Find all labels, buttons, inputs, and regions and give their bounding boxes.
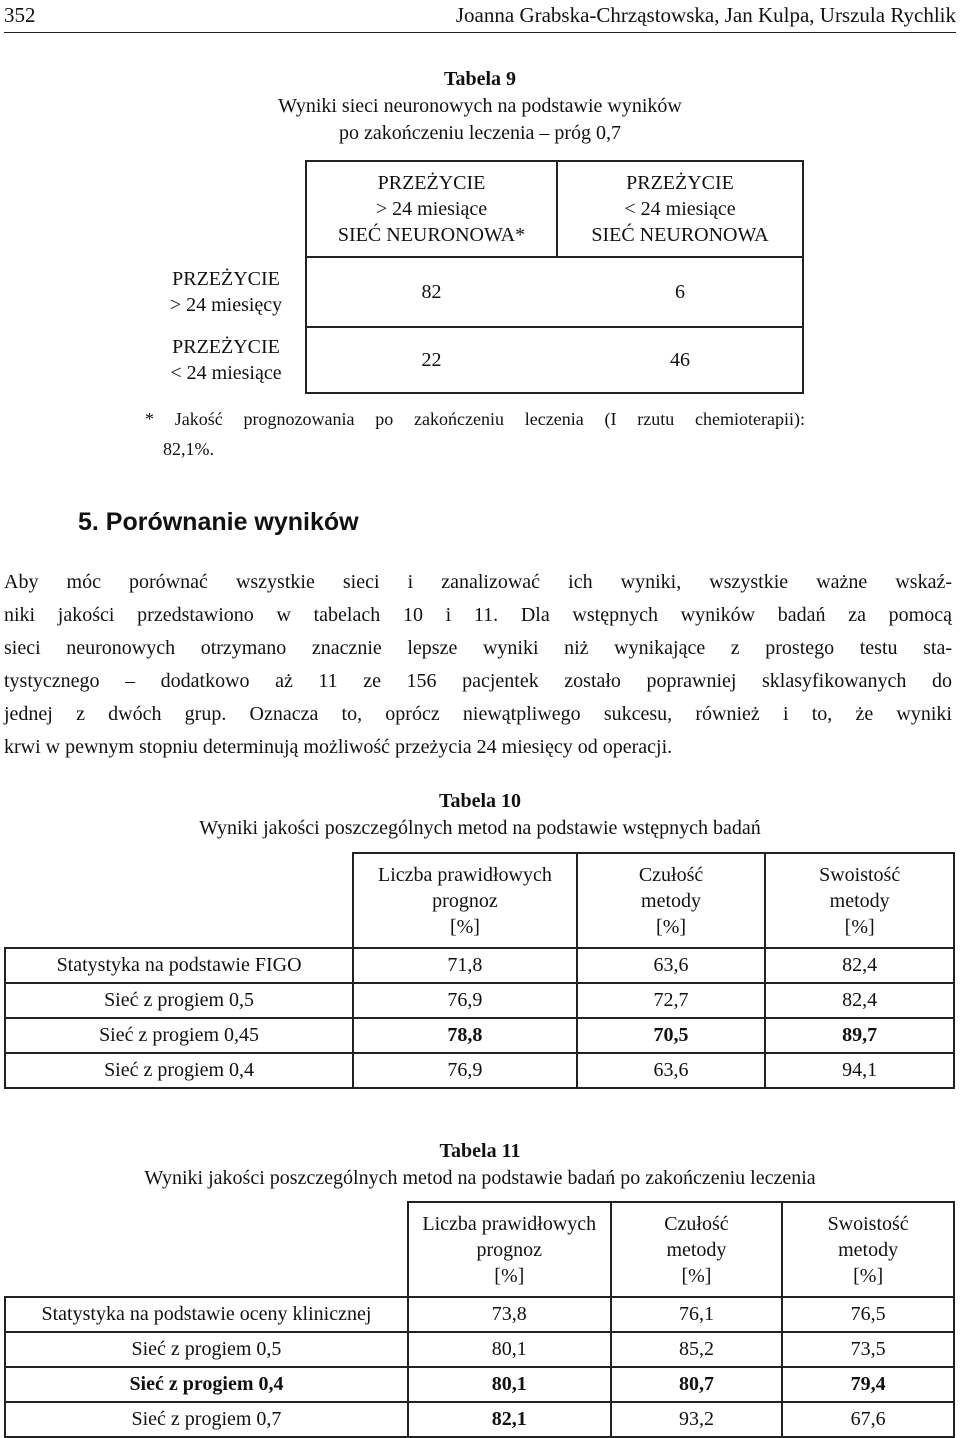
table9-cell-r1c1: 82: [421, 281, 442, 303]
cell-sensitivity: 80,7: [611, 1367, 783, 1402]
table9-row1-label: PRZEŻYCIE > 24 miesięcy: [169, 268, 283, 316]
table10-header-row: [5, 853, 954, 948]
cell-correct: 73,8: [408, 1297, 611, 1332]
row-label: Statystyka na podstawie oceny klinicznej: [5, 1297, 408, 1332]
row-label: Sieć z progiem 0,5: [5, 983, 353, 1018]
paragraph-line: tystycznego – dodatkowo aż 11 ze 156 pacjentek zostało poprawniej sklasyfikowanych do: [4, 670, 952, 692]
cell-correct: 82,1: [408, 1402, 611, 1437]
table-row: [5, 1332, 954, 1367]
table9-header-col2: PRZEŻYCIE < 24 miesiące SIEĆ NEURONOWA: [556, 160, 804, 258]
table10-corner: [5, 853, 353, 948]
page-number: 352: [4, 3, 36, 27]
table10-caption: [0, 788, 960, 842]
table9-subtitle-line1: Wyniki sieci neuronowych na podstawie wyników: [278, 95, 682, 117]
cell-sensitivity: 93,2: [611, 1402, 783, 1437]
table9-title: Tabela 9: [443, 68, 517, 90]
row-label: Sieć z progiem 0,4: [5, 1367, 408, 1402]
cell-correct: 76,9: [353, 983, 577, 1018]
cell-sensitivity: 70,5: [577, 1018, 766, 1053]
table11-subtitle: Wyniki jakości poszczególnych metod na podstawie badań po zakończeniu leczenia: [144, 1167, 816, 1189]
table11-title: Tabela 11: [439, 1140, 521, 1162]
section-paragraph: [4, 566, 952, 764]
table9-footnote: * Jakość prognozowania po zakończeniu leczenia (I rzutu chemioterapii):: [145, 409, 805, 429]
row-label: Statystyka na podstawie FIGO: [5, 948, 353, 983]
table9-footnote-value: 82,1%.: [163, 439, 214, 459]
cell-specificity: 94,1: [765, 1053, 954, 1088]
table11-caption: [0, 1138, 960, 1192]
paragraph-line: niki jakości przedstawiono w tabelach 10 i 11. Dla wstępnych wyników badań za pomocą: [4, 604, 952, 626]
table-row: [5, 1018, 954, 1053]
table11: [4, 1201, 955, 1438]
running-head-authors: Joanna Grabska-Chrząstowska, Jan Kulpa, Urszula Rychlik: [455, 3, 956, 27]
cell-specificity: 67,6: [782, 1402, 954, 1437]
table9-cell-r2c2: 46: [670, 349, 690, 371]
table11-corner: [5, 1202, 408, 1297]
table9-subtitle-line2: po zakończeniu leczenia – próg 0,7: [338, 122, 622, 144]
table9: [147, 160, 804, 394]
cell-correct: 80,1: [408, 1367, 611, 1402]
table9-caption: [0, 66, 960, 147]
paragraph-line: sieci neuronowych otrzymano znacznie lepsze wyniki niż wynikające z prostego testu sta-: [4, 637, 952, 659]
paragraph-line: Aby móc porównać wszystkie sieci i zanalizować ich wyniki, wszystkie ważne wskaź-: [4, 571, 952, 593]
table-row: [5, 1402, 954, 1437]
cell-sensitivity: 85,2: [611, 1332, 783, 1367]
cell-correct: 78,8: [353, 1018, 577, 1053]
cell-specificity: 76,5: [782, 1297, 954, 1332]
cell-specificity: 82,4: [765, 948, 954, 983]
table-row: [5, 948, 954, 983]
cell-sensitivity: 63,6: [577, 1053, 766, 1088]
cell-specificity: 79,4: [782, 1367, 954, 1402]
cell-specificity: 82,4: [765, 983, 954, 1018]
table10-subtitle: Wyniki jakości poszczególnych metod na podstawie wstępnych badań: [199, 817, 761, 839]
table-row: [5, 1053, 954, 1088]
cell-sensitivity: 63,6: [577, 948, 766, 983]
row-label: Sieć z progiem 0,4: [5, 1053, 353, 1088]
row-label: Sieć z progiem 0,5: [5, 1332, 408, 1367]
row-label: Sieć z progiem 0,45: [5, 1018, 353, 1053]
page-header: [4, 0, 956, 33]
table10-header-correct: Liczba prawidłowych prognoz [%]: [353, 853, 577, 948]
table11-header-specificity: Swoistość metody [%]: [782, 1202, 954, 1297]
cell-correct: 80,1: [408, 1332, 611, 1367]
table11-header-row: [5, 1202, 954, 1297]
table9-cell-r2c1: 22: [421, 349, 442, 371]
table10-header-sensitivity: Czułość metody [%]: [577, 853, 766, 948]
table10: [4, 852, 955, 1089]
paragraph-line: krwi w pewnym stopniu determinują możliwość przeżycia 24 miesięcy od operacji.: [4, 736, 673, 758]
cell-specificity: 89,7: [765, 1018, 954, 1053]
cell-sensitivity: 72,7: [577, 983, 766, 1018]
table-row: [5, 983, 954, 1018]
table9-cell-r1c2: 6: [675, 281, 685, 303]
table-row: [5, 1297, 954, 1332]
table10-title: Tabela 10: [438, 790, 522, 812]
table11-header-correct: Liczba prawidłowych prognoz [%]: [408, 1202, 611, 1297]
cell-correct: 76,9: [353, 1053, 577, 1088]
table9-row2-label: PRZEŻYCIE < 24 miesiące: [170, 336, 282, 384]
table-row: [5, 1367, 954, 1402]
cell-sensitivity: 76,1: [611, 1297, 783, 1332]
paragraph-line: jednej z dwóch grup. Oznacza to, oprócz niewątpliwego sukcesu, również i to, że wyniki: [4, 703, 952, 725]
table10-header-specificity: Swoistość metody [%]: [765, 853, 954, 948]
row-label: Sieć z progiem 0,7: [5, 1402, 408, 1437]
section-heading: 5. Porównanie wyników: [78, 508, 359, 536]
table11-header-sensitivity: Czułość metody [%]: [611, 1202, 783, 1297]
cell-correct: 71,8: [353, 948, 577, 983]
cell-specificity: 73,5: [782, 1332, 954, 1367]
table9-header-col1: PRZEŻYCIE > 24 miesiące SIEĆ NEURONOWA*: [305, 160, 558, 258]
